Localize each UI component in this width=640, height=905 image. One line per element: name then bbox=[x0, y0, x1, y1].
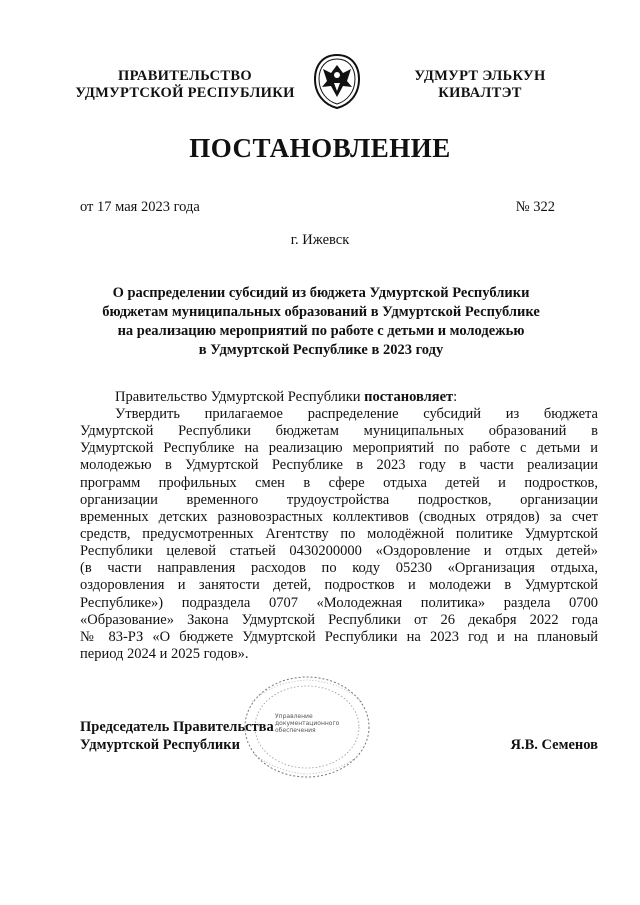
stamp-line: Управление bbox=[275, 713, 313, 720]
position-line: Председатель Правительства bbox=[80, 719, 274, 735]
body-line: временных детских разновозрастных коллективов (сводных отрядов) за счет bbox=[80, 508, 598, 525]
signatory-position bbox=[80, 718, 274, 754]
document-type-heading: ПОСТАНОВЛЕНИЕ bbox=[189, 133, 451, 163]
government-name-udmurt bbox=[395, 68, 565, 102]
body-line: Республике») подраздела 0707 «Молодежная политика» раздела 0700 bbox=[80, 594, 598, 611]
stamp-line: обеспечения bbox=[275, 727, 316, 734]
body-line: № 83-РЗ «О бюджете Удмуртской Республики на 2023 год и на плановый bbox=[80, 628, 598, 645]
document-date: от 17 мая 2023 года bbox=[80, 199, 200, 215]
body-line: Удмуртской Республике на реализацию мероприятий по работе с детьми и bbox=[80, 440, 598, 457]
title-line: на реализацию мероприятий по работе с детьми и молодежью bbox=[117, 323, 525, 339]
resolution-body bbox=[80, 406, 598, 663]
stamp-text bbox=[275, 713, 339, 734]
gov-ud-line-2: КИВАЛТЭТ bbox=[438, 85, 522, 101]
body-line: Утвердить прилагаемое распределение субсидий из бюджета bbox=[115, 406, 598, 422]
document-city: г. Ижевск bbox=[290, 232, 350, 248]
signatory-name: Я.В. Семенов bbox=[510, 737, 598, 753]
stamp-line: документационного bbox=[275, 720, 340, 727]
preamble-text: Правительство Удмуртской Республики bbox=[115, 389, 365, 405]
body-line: Республики целевой статьей 0430200000 «Оздоровление и отдых детей» bbox=[80, 543, 598, 560]
document-title bbox=[80, 284, 562, 360]
title-line: О распределении субсидий из бюджета Удмуртской Республики bbox=[112, 285, 530, 301]
body-line: программ профильных смен в сфере отдыха детей и подростков, bbox=[80, 474, 598, 491]
government-name-russian bbox=[60, 68, 310, 102]
gov-ru-line-1: ПРАВИТЕЛЬСТВО bbox=[118, 68, 252, 84]
body-line: оздоровления и занятости детей, подростков и молодежи в Удмуртской bbox=[80, 577, 598, 594]
gov-ru-line-2: УДМУРТСКОЙ РЕСПУБЛИКИ bbox=[75, 85, 295, 101]
gov-ud-line-1: УДМУРТ ЭЛЬКУН bbox=[414, 68, 546, 84]
body-line: (в части направления расходов по коду 05230 «Организация отдыха, bbox=[80, 560, 598, 577]
body-line: период 2024 и 2025 годов». bbox=[80, 645, 249, 662]
preamble-end: : bbox=[453, 389, 458, 405]
preamble bbox=[115, 389, 457, 406]
body-line: «Образование» Закона Удмуртской Республики от 26 декабря 2022 года bbox=[80, 611, 598, 628]
document-number: № 322 bbox=[515, 199, 555, 215]
preamble-bold: постановляет bbox=[364, 389, 454, 405]
body-line: Удмуртской Республики бюджетам муниципальных образований в bbox=[80, 423, 598, 440]
coat-of-arms-icon bbox=[313, 53, 361, 109]
title-line: бюджетам муниципальных образований в Удмуртской Республике bbox=[102, 304, 540, 320]
body-line: средств, предусмотренных Агентству по молодёжной политике Удмуртской bbox=[80, 525, 598, 542]
position-line: Удмуртской Республики bbox=[80, 737, 240, 753]
title-line: в Удмуртской Республике в 2023 году bbox=[198, 342, 444, 358]
body-line: молодежью в Удмуртской Республике в 2023 году в части реализации bbox=[80, 457, 598, 474]
body-line: организации временного трудоустройства подростков, организации bbox=[80, 491, 598, 508]
